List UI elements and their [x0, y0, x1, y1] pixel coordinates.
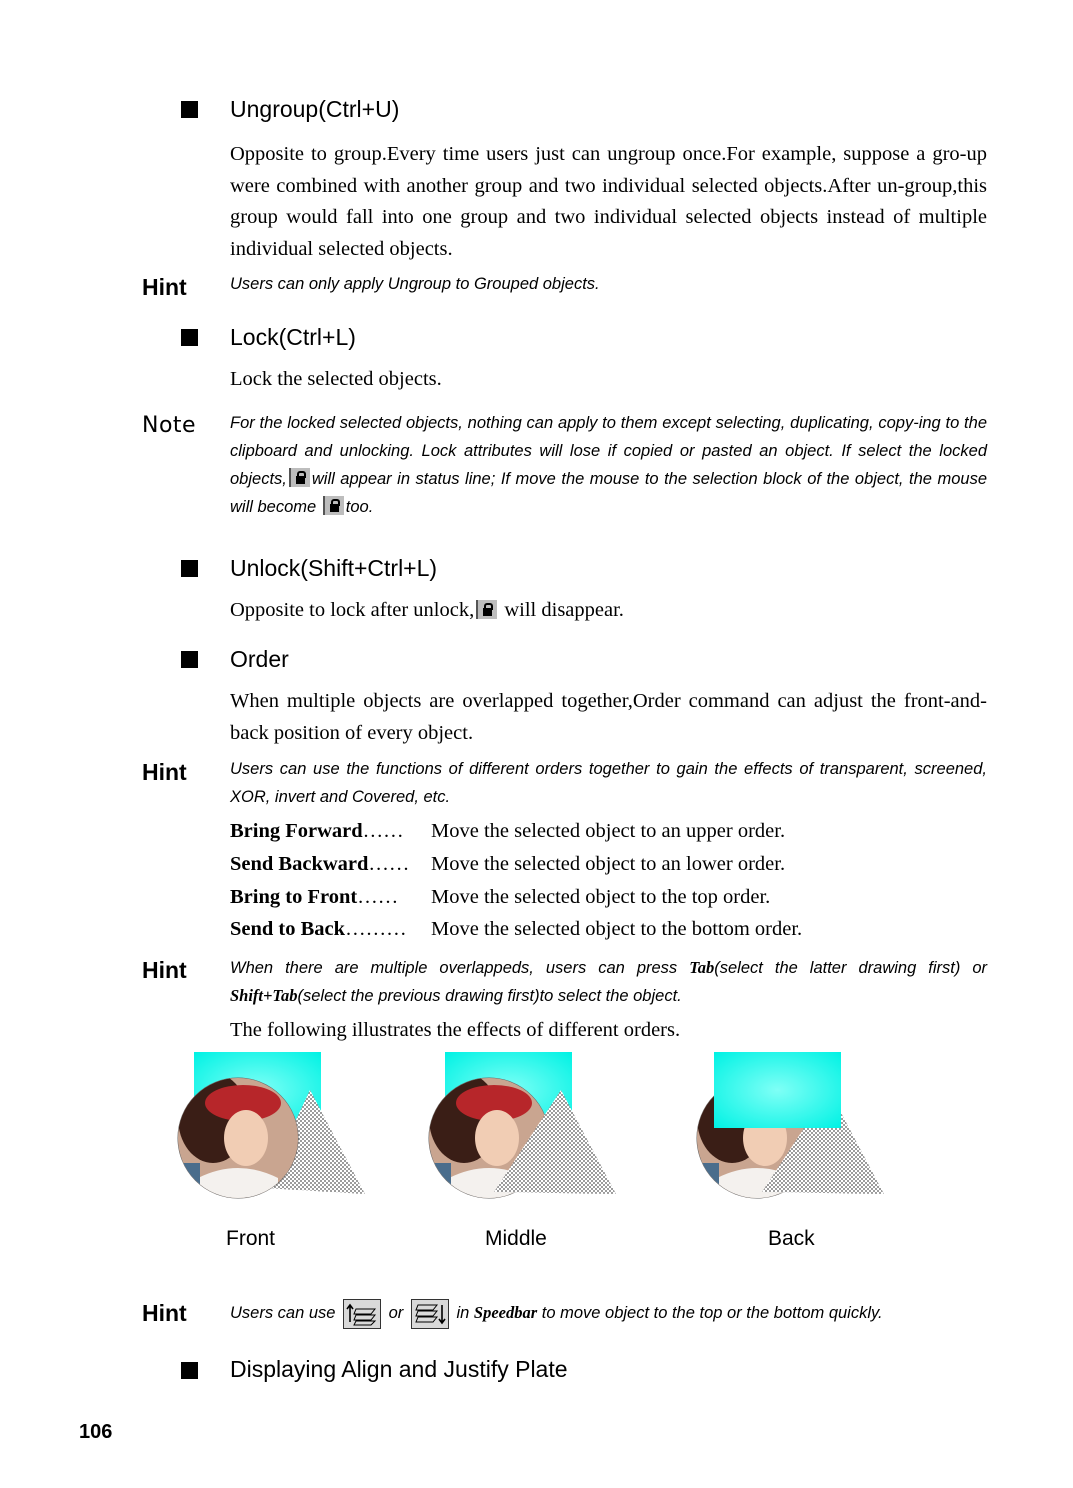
lock-body: Lock the selected objects. [230, 368, 442, 390]
unlock-text: Opposite to lock after unlock, [230, 599, 475, 621]
hint-text: to move object to the top or the bottom quickly. [537, 1304, 883, 1322]
hint-text: (select the latter drawing first) or [714, 959, 987, 977]
ungroup-body: Opposite to group.Every time users just can ungroup once.For example, suppose a gro-up were combined with another group and two individual selected objects.After un-group,this group would fall into one group and two individual selected objects instead of multiple individual selected objects. [230, 143, 987, 260]
square-bullet-icon [181, 560, 198, 577]
send-to-back-icon [411, 1299, 449, 1329]
unlock-text: will disappear. [499, 599, 624, 621]
note-text: too. [345, 498, 374, 516]
lock-icon [289, 468, 310, 487]
ungroup-heading: Ungroup(Ctrl+U) [230, 96, 400, 122]
command-term: Send Backward [230, 853, 369, 875]
back-illustration [697, 1052, 884, 1198]
hint-label: Hint [142, 274, 187, 300]
order-command-row [230, 886, 771, 909]
order-hint: Users can use the functions of different orders together to gain the effects of transparent, screened, XOR, invert and Covered, etc. [230, 760, 987, 806]
cyan-rectangle [714, 1052, 841, 1128]
speedbar-label: Speedbar [473, 1303, 538, 1322]
command-desc: Move the selected object to the top order. [431, 886, 771, 908]
hint-label: Hint [142, 759, 187, 785]
tab-hint [230, 954, 987, 1010]
square-bullet-icon [181, 1362, 198, 1379]
hint-label: Hint [142, 1300, 187, 1326]
caption-middle: Middle [485, 1227, 547, 1250]
hint-text: (select the previous drawing first)to select the object. [297, 987, 682, 1005]
order-heading: Order [230, 646, 289, 672]
lock-icon [476, 600, 497, 619]
key-name: Shift+Tab [230, 986, 298, 1005]
order-command-row [230, 918, 803, 941]
note-label: Note [142, 413, 197, 438]
command-desc: Move the selected object to an lower order. [431, 853, 786, 875]
leader-dots: ……… [345, 918, 407, 940]
leader-dots: …… [362, 820, 404, 842]
hint-text: in [451, 1304, 474, 1322]
hint-label: Hint [142, 957, 187, 983]
square-bullet-icon [181, 329, 198, 346]
front-illustration [178, 1052, 365, 1198]
order-illustrations [170, 1050, 890, 1210]
command-term: Bring Forward [230, 820, 363, 842]
note-text: For the locked selected objects, nothing can apply to them except selecting, duplicating, copy-ing to the clipboard and unlocking. Lock attributes will lose if copied or pasted an object. If select the locked objects, [230, 414, 987, 488]
unlock-heading: Unlock(Shift+Ctrl+L) [230, 555, 438, 581]
hint-text: Users can use [230, 1304, 341, 1322]
key-name: Tab [689, 958, 715, 977]
leader-dots: …… [368, 853, 410, 875]
square-bullet-icon [181, 101, 198, 118]
command-desc: Move the selected object to the bottom order. [431, 918, 803, 940]
hint-text: When there are multiple overlappeds, users can press [230, 959, 690, 977]
caption-back: Back [768, 1227, 815, 1250]
align-heading: Displaying Align and Justify Plate [230, 1356, 568, 1382]
lock-note [230, 409, 987, 521]
lock-heading: Lock(Ctrl+L) [230, 324, 356, 350]
order-command-row [230, 820, 786, 843]
command-desc: Move the selected object to an upper order. [431, 820, 786, 842]
command-term: Bring to Front [230, 886, 358, 908]
lock-icon [323, 496, 344, 515]
unlock-body [230, 595, 987, 627]
order-command-row [230, 853, 786, 876]
caption-front: Front [226, 1227, 276, 1250]
bring-to-front-icon [343, 1299, 381, 1329]
illustration-intro: The following illustrates the effects of different orders. [230, 1019, 681, 1041]
command-term: Send to Back [230, 918, 346, 940]
middle-illustration [429, 1052, 616, 1198]
order-body: When multiple objects are overlapped together,Order command can adjust the front-and-back position of every object. [230, 690, 987, 744]
note-text: will appear in status line; If move the mouse to the selection block of the object, the mouse will become [230, 470, 987, 516]
leader-dots: …… [357, 886, 399, 908]
speedbar-hint [230, 1298, 987, 1329]
square-bullet-icon [181, 651, 198, 668]
ungroup-hint: Users can only apply Ungroup to Grouped objects. [230, 275, 600, 293]
hint-text: or [384, 1304, 408, 1322]
page-number: 106 [79, 1421, 113, 1443]
